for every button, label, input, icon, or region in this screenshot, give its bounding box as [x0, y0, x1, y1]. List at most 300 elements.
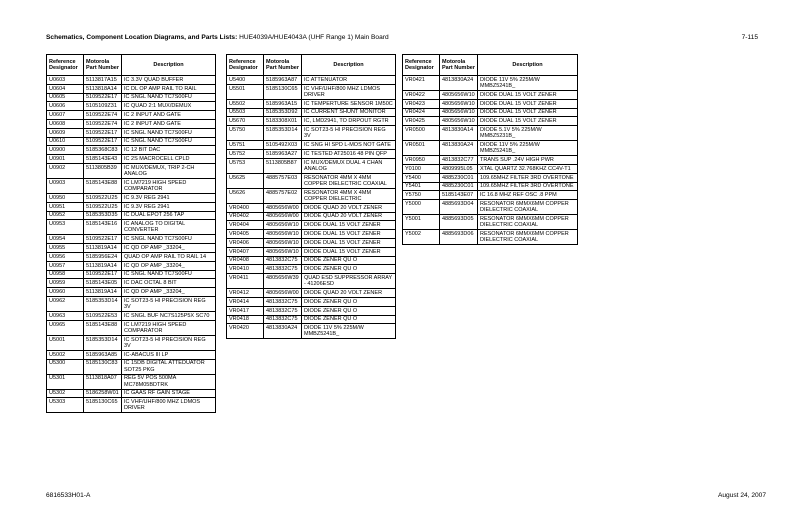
ref-designator-cell: U0957: [47, 261, 84, 270]
description-cell: IC SNGL NAND TC7S00FU: [122, 93, 216, 102]
ref-designator-cell: U0956: [47, 252, 84, 261]
ref-designator-cell: U0605: [47, 93, 84, 102]
description-cell: IC SNG HI SPD L-MOS NOT GATE: [302, 141, 396, 150]
ref-designator-cell: VR0425: [403, 117, 440, 126]
description-cell: RESONATOR 6MMX6MM COPPER DIELECTRIC COAXIAL: [478, 200, 578, 215]
description-cell: REG 5V POS 500MA MC78M05BDTRK: [122, 374, 216, 389]
part-number-cell: 4813832C75: [264, 256, 302, 265]
ref-designator-cell: VR0412: [227, 289, 264, 298]
table-row: [227, 230, 396, 239]
part-number-cell: 5109522U25: [84, 202, 122, 211]
ref-designator-cell: VR0406: [227, 238, 264, 247]
ref-designator-cell: U0901: [47, 155, 84, 164]
description-cell: IC-ABACUS III LP: [122, 350, 216, 359]
table-row: [403, 91, 578, 100]
part-number-cell: 4885757E03: [264, 173, 302, 188]
part-number-cell: 5185353D92: [264, 108, 302, 117]
ref-designator-cell: VR0501: [403, 141, 440, 156]
part-number-cell: 5109522E53: [84, 311, 122, 320]
table-row: [47, 235, 216, 244]
description-cell: DIODE DUAL 15 VOLT ZENER: [302, 221, 396, 230]
description-cell: DIODE DUAL 15 VOLT ZENER: [478, 91, 578, 100]
table-row: [47, 193, 216, 202]
description-cell: IC LM7219 HIGH SPEED COMPARATOR: [122, 320, 216, 335]
ref-designator-cell: VR0408: [227, 256, 264, 265]
part-header-line2: Part Number: [266, 65, 300, 71]
ref-designator-cell: VR0407: [227, 247, 264, 256]
description-cell: 109.65MHZ FILTER 3RD OVERTONE: [478, 182, 578, 191]
part-number-cell: 4885693D04: [440, 200, 478, 215]
description-cell: IC DL OP AMP RAIL TO RAIL: [122, 84, 216, 93]
table-row: [47, 261, 216, 270]
table-row: [227, 84, 396, 99]
part-number-cell: 4805656W10: [440, 99, 478, 108]
part-number-cell: 4809995L05: [440, 164, 478, 173]
ref-header-line2: Designator: [229, 65, 258, 71]
part-number-cell: 4805656W10: [440, 117, 478, 126]
ref-designator-cell: U5303: [47, 398, 84, 413]
table-row: [227, 274, 396, 289]
ref-designator-cell: VR0400: [227, 203, 264, 212]
header-row: [47, 55, 216, 76]
ref-designator-cell: U0963: [47, 311, 84, 320]
table-row: [227, 117, 396, 126]
part-number-cell: 5113805B87: [264, 158, 302, 173]
table-row: [47, 320, 216, 335]
part-number-cell: 4885693D06: [440, 230, 478, 245]
description-cell: DIODE ZENER QU O: [302, 265, 396, 274]
ref-designator-cell: U5752: [227, 149, 264, 158]
table-row: [47, 359, 216, 374]
ref-designator-cell: U0959: [47, 279, 84, 288]
table-row: [47, 137, 216, 146]
description-cell: IC QD OP AMP _33204_: [122, 261, 216, 270]
part-number-cell: 5113819A14: [84, 244, 122, 253]
ref-designator-cell: U0608: [47, 119, 84, 128]
part-number-cell: 5185130C65: [264, 84, 302, 99]
page-title: [46, 34, 389, 41]
part-number-cell: 5113818A14: [84, 84, 122, 93]
table-row: [47, 220, 216, 235]
ref-designator-cell: U0958: [47, 270, 84, 279]
part-number-cell: 5183308X01: [264, 117, 302, 126]
description-cell: DIODE 11V 5% 225M/W MMBZ5241B_: [302, 324, 396, 339]
description-cell: IC VHF/UHF/800 MHZ LDMOS DRIVER: [302, 84, 396, 99]
ref-designator-cell: U5751: [227, 141, 264, 150]
part-number-cell: 4805656W10: [264, 221, 302, 230]
description-cell: DIODE 11V 5% 225M/W MMBZ5241B_: [478, 76, 578, 91]
part-number-cell: 4805656W00: [264, 289, 302, 298]
ref-designator-cell: U5001: [47, 335, 84, 350]
header-row: [227, 55, 396, 76]
ref-designator-cell: U0603: [47, 76, 84, 85]
ref-designator-header: [403, 55, 440, 76]
description-cell: DIODE ZENER QU O: [302, 256, 396, 265]
part-number-header: [440, 55, 478, 76]
part-number-cell: 5185143E43: [84, 155, 122, 164]
table-row: [403, 99, 578, 108]
description-cell: IC MUX/DEMUX, TRIP 2-CH ANALOG: [122, 163, 216, 178]
part-number-cell: 4805656W10: [264, 238, 302, 247]
part-number-cell: 5109522E17: [84, 235, 122, 244]
parts-table-2: [226, 54, 396, 339]
table-row: [47, 374, 216, 389]
part-number-cell: 5113805B39: [84, 163, 122, 178]
page-number: 7-115: [741, 34, 758, 41]
description-cell: IC 16.8 MHZ REF OSC .8 PPM: [478, 191, 578, 200]
description-cell: IC VHF/UHF/800 MHZ LDMOS DRIVER: [122, 398, 216, 413]
description-cell: IC, LMD2941, TO DRPOUT RGTR: [302, 117, 396, 126]
part-number-cell: 5113818A07: [84, 374, 122, 389]
part-header-line1: Motorola: [266, 58, 290, 65]
ref-designator-cell: Y0100: [403, 164, 440, 173]
ref-designator-cell: Y5750: [403, 191, 440, 200]
description-cell: IC 9.3V REG 2941: [122, 202, 216, 211]
part-header-line2: Part Number: [442, 65, 476, 71]
document-number: 6816533H01-A: [46, 492, 91, 499]
table-row: [47, 398, 216, 413]
part-number-cell: 5185143E88: [84, 178, 122, 193]
table-header: [403, 55, 578, 76]
ref-designator-cell: U0960: [47, 288, 84, 297]
ref-designator-cell: U5302: [47, 389, 84, 398]
description-cell: IC 2 INPUT AND GATE: [122, 119, 216, 128]
table-row: [47, 119, 216, 128]
document-date: August 24, 2007: [717, 492, 766, 499]
ref-designator-cell: U0604: [47, 84, 84, 93]
description-cell: IC MUX/DEMUX DUAL 4 CHAN ANALOG: [302, 158, 396, 173]
table-row: [47, 350, 216, 359]
table-row: [47, 389, 216, 398]
ref-designator-cell: U5002: [47, 350, 84, 359]
part-number-cell: 5109522E74: [84, 111, 122, 120]
description-cell: IC SNGL BUF NC7S125P5X SC70: [122, 311, 216, 320]
ref-designator-cell: VR0422: [403, 91, 440, 100]
table-row: [403, 215, 578, 230]
part-number-cell: 5185130C65: [84, 398, 122, 413]
part-number-cell: 4813830A24: [440, 141, 478, 156]
table-row: [403, 141, 578, 156]
description-cell: IC SOT23-5 HI PRECISION REG 3V: [122, 296, 216, 311]
description-header: Description: [478, 55, 578, 76]
part-number-cell: 5185353D14: [264, 126, 302, 141]
table-row: [403, 156, 578, 165]
part-number-cell: 5185368C83: [84, 146, 122, 155]
description-cell: IC 15DB DIGITAL ATTEDUATOR SOT25 PKG: [122, 359, 216, 374]
ref-designator-cell: VR0421: [403, 76, 440, 91]
part-number-cell: 5185963A85: [84, 350, 122, 359]
part-number-cell: 5109522E17: [84, 137, 122, 146]
description-cell: IC 3.3V QUAD BUFFER: [122, 76, 216, 85]
description-cell: RESONATOR 6MMX6MM COPPER DIELECTRIC COAXIAL: [478, 230, 578, 245]
ref-designator-cell: VR0402: [227, 212, 264, 221]
table-row: [227, 141, 396, 150]
part-number-cell: 4813832C75: [264, 265, 302, 274]
part-number-cell: 4813832C75: [264, 297, 302, 306]
table-row: [403, 76, 578, 91]
table-row: [47, 270, 216, 279]
ref-designator-cell: U0951: [47, 202, 84, 211]
description-cell: RESONATOR 6MMX6MM COPPER DIELECTRIC COAXIAL: [478, 215, 578, 230]
description-cell: IC SNGL NAND TC7S00FU: [122, 128, 216, 137]
part-number-cell: 5113819A14: [84, 261, 122, 270]
part-number-cell: 5113819A14: [84, 288, 122, 297]
ref-designator-cell: U0952: [47, 211, 84, 220]
part-number-cell: 4885693D05: [440, 215, 478, 230]
description-cell: IC 12 BIT DAC: [122, 146, 216, 155]
table-header: [47, 55, 216, 76]
table-row: [403, 173, 578, 182]
part-number-cell: 5185143E88: [84, 320, 122, 335]
ref-header-line2: Designator: [405, 65, 434, 71]
ref-designator-cell: VR0404: [227, 221, 264, 230]
table-row: [227, 256, 396, 265]
table-row: [227, 289, 396, 298]
part-header-line1: Motorola: [442, 58, 466, 65]
ref-header-line2: Designator: [49, 65, 78, 71]
ref-designator-cell: VR0405: [227, 230, 264, 239]
table-row: [403, 230, 578, 245]
table-row: [403, 200, 578, 215]
table-row: [47, 202, 216, 211]
description-cell: 109.65MHZ FILTER 3RD OVERTONE: [478, 173, 578, 182]
description-cell: IC 9.3V REG 2941: [122, 193, 216, 202]
part-number-cell: 5186258W01: [84, 389, 122, 398]
table-row: [227, 265, 396, 274]
table-row: [47, 178, 216, 193]
part-number-cell: 5185130C83: [84, 359, 122, 374]
part-number-cell: 5185353D35: [84, 211, 122, 220]
table-row: [227, 76, 396, 85]
part-number-cell: 4805656W10: [440, 108, 478, 117]
description-cell: IC ATTENUATOR: [302, 76, 396, 85]
part-number-cell: 4813830A14: [440, 126, 478, 141]
table-row: [227, 158, 396, 173]
ref-designator-header: [227, 55, 264, 76]
part-number-cell: 4885757E02: [264, 188, 302, 203]
description-cell: DIODE QUAD 20 VOLT ZENER: [302, 289, 396, 298]
description-cell: RESONATOR 4MM X 4MM COPPER DIELECTRIC COAXIAL: [302, 173, 396, 188]
table-row: [403, 182, 578, 191]
ref-designator-cell: U5625: [227, 173, 264, 188]
description-cell: IC SOT23-5 HI PRECISION REG 3V: [302, 126, 396, 141]
table-row: [227, 306, 396, 315]
part-number-cell: 4885230C01: [440, 182, 478, 191]
table-row: [47, 244, 216, 253]
description-header: Description: [122, 55, 216, 76]
description-cell: DIODE DUAL 15 VOLT ZENER: [302, 247, 396, 256]
table-row: [47, 335, 216, 350]
ref-designator-cell: U0903: [47, 178, 84, 193]
part-number-cell: 4805656W10: [264, 247, 302, 256]
table-body: [227, 76, 396, 339]
description-cell: DIODE DUAL 15 VOLT ZENER: [302, 238, 396, 247]
table-row: [47, 211, 216, 220]
description-cell: IC GAAS RF GAIN STAGE: [122, 389, 216, 398]
part-number-cell: 4813832C75: [264, 315, 302, 324]
description-cell: IC 2S MACROCELL CPLD: [122, 155, 216, 164]
part-number-cell: 4805656W00: [264, 212, 302, 221]
description-cell: IC SNGL NAND TC7S00FU: [122, 270, 216, 279]
table-row: [227, 324, 396, 339]
ref-designator-cell: Y5001: [403, 215, 440, 230]
part-number-header: [264, 55, 302, 76]
table-row: [227, 212, 396, 221]
description-cell: DIODE QUAD 20 VOLT ZENER: [302, 203, 396, 212]
description-cell: IC 2 INPUT AND GATE: [122, 111, 216, 120]
description-cell: DIODE DUAL 15 VOLT ZENER: [478, 99, 578, 108]
table-row: [403, 108, 578, 117]
ref-designator-cell: U0610: [47, 137, 84, 146]
part-number-cell: 4813830A24: [440, 76, 478, 91]
part-number-cell: 5185963A87: [264, 76, 302, 85]
table-row: [47, 128, 216, 137]
header-row: [403, 55, 578, 76]
description-header: Description: [302, 55, 396, 76]
part-number-cell: 5109522E74: [84, 119, 122, 128]
part-number-cell: 4805656W00: [264, 203, 302, 212]
table-row: [227, 247, 396, 256]
description-cell: DIODE DUAL 15 VOLT ZENER: [302, 230, 396, 239]
table-row: [403, 164, 578, 173]
table-body: [47, 76, 216, 413]
part-number-cell: 5105492X03: [264, 141, 302, 150]
part-number-cell: 5109522E17: [84, 93, 122, 102]
ref-designator-cell: Y5000: [403, 200, 440, 215]
ref-designator-cell: Y5400: [403, 173, 440, 182]
table-row: [227, 126, 396, 141]
ref-designator-cell: U5750: [227, 126, 264, 141]
description-cell: XTAL QUARTZ 32.768KHZ CC4V-T1: [478, 164, 578, 173]
ref-designator-cell: U5753: [227, 158, 264, 173]
description-cell: IC DAC OCTAL 8 BIT: [122, 279, 216, 288]
table-row: [47, 252, 216, 261]
table-row: [47, 102, 216, 111]
ref-designator-cell: U0950: [47, 193, 84, 202]
part-number-cell: 5185353D14: [84, 335, 122, 350]
part-number-header: [84, 55, 122, 76]
ref-designator-cell: U5300: [47, 359, 84, 374]
description-cell: IC TEMPERTURE SENSOR 1M50C: [302, 99, 396, 108]
parts-table-3: [402, 54, 578, 245]
ref-designator-cell: U5301: [47, 374, 84, 389]
table-row: [47, 311, 216, 320]
description-cell: IC DUAL EPOT 256 TAP: [122, 211, 216, 220]
ref-designator-cell: U0609: [47, 128, 84, 137]
ref-designator-cell: U0953: [47, 220, 84, 235]
table-row: [47, 288, 216, 297]
part-number-cell: 4805656W39: [264, 274, 302, 289]
ref-designator-cell: U0955: [47, 244, 84, 253]
table-row: [227, 221, 396, 230]
description-cell: TRANS SUP .24V HIGH PWR: [478, 156, 578, 165]
ref-designator-cell: U5501: [227, 84, 264, 99]
part-number-cell: 5185143E05: [84, 279, 122, 288]
ref-designator-cell: U0954: [47, 235, 84, 244]
ref-designator-cell: U5502: [227, 99, 264, 108]
table-row: [47, 296, 216, 311]
part-number-cell: 4805656W10: [440, 91, 478, 100]
ref-header-line1: Reference: [405, 58, 432, 65]
ref-designator-cell: VR0420: [227, 324, 264, 339]
part-number-cell: 5185956E24: [84, 252, 122, 261]
description-cell: DIODE ZENER QU O: [302, 315, 396, 324]
ref-designator-header: [47, 55, 84, 76]
table-body: [403, 76, 578, 245]
description-cell: IC QUAD 2:1 MUX/DEMUX: [122, 102, 216, 111]
description-cell: IC SNGL NAND TC7S00FU: [122, 235, 216, 244]
part-header-line2: Part Number: [86, 65, 120, 71]
ref-designator-cell: U5670: [227, 117, 264, 126]
part-number-cell: 5105109Z31: [84, 102, 122, 111]
part-number-cell: 5185963A15: [264, 99, 302, 108]
table-row: [47, 111, 216, 120]
description-cell: DIODE 5.1V 5% 225M/W MMBZ5231B_: [478, 126, 578, 141]
ref-designator-cell: VR0424: [403, 108, 440, 117]
part-number-cell: 5109522U25: [84, 193, 122, 202]
description-cell: QUAD OP AMP RAIL TO RAIL 14: [122, 252, 216, 261]
table-row: [227, 149, 396, 158]
part-number-cell: 5185353D14: [84, 296, 122, 311]
table-row: [47, 155, 216, 164]
part-number-cell: 5109522E17: [84, 128, 122, 137]
ref-header-line1: Reference: [49, 58, 76, 65]
parts-table-1: [46, 54, 216, 413]
part-header-line1: Motorola: [86, 58, 110, 65]
table-row: [47, 76, 216, 85]
ref-designator-cell: VR0411: [227, 274, 264, 289]
table-row: [47, 163, 216, 178]
part-number-cell: 4813830A24: [264, 324, 302, 339]
ref-designator-cell: VR0950: [403, 156, 440, 165]
table-row: [227, 315, 396, 324]
table-row: [227, 108, 396, 117]
ref-designator-cell: VR0423: [403, 99, 440, 108]
ref-designator-cell: VR0414: [227, 297, 264, 306]
page-title-bold: Schematics, Component Location Diagrams, and Parts Lists:: [46, 34, 238, 41]
ref-designator-cell: VR0410: [227, 265, 264, 274]
description-cell: IC ANALOG TO DIGITAL CONVERTER: [122, 220, 216, 235]
part-number-cell: 5185143E16: [84, 220, 122, 235]
part-number-cell: 4813832C77: [440, 156, 478, 165]
table-row: [227, 173, 396, 188]
part-number-cell: 5113817A15: [84, 76, 122, 85]
table-header: [227, 55, 396, 76]
description-cell: IC QD OP AMP _33204_: [122, 244, 216, 253]
ref-designator-cell: U0607: [47, 111, 84, 120]
table-row: [47, 279, 216, 288]
ref-designator-cell: U0902: [47, 163, 84, 178]
ref-designator-cell: VR0500: [403, 126, 440, 141]
page-header: [46, 34, 758, 46]
description-cell: RESONATOR 4MM X 4MM COPPER DIELECTRIC: [302, 188, 396, 203]
ref-header-line1: Reference: [229, 58, 256, 65]
table-row: [403, 191, 578, 200]
description-cell: IC CURRENT SHUNT MONITOR: [302, 108, 396, 117]
ref-designator-cell: U0962: [47, 296, 84, 311]
ref-designator-cell: Y5002: [403, 230, 440, 245]
table-row: [227, 99, 396, 108]
description-cell: IC TESTED AT25016 48 PIN QFP: [302, 149, 396, 158]
page-title-rest: HUE4039A/HUE4043A (UHF Range 1) Main Board: [237, 34, 389, 41]
part-number-cell: 5185143E07: [440, 191, 478, 200]
ref-designator-cell: U5503: [227, 108, 264, 117]
description-cell: QUAD ESD SUPPRESSOR ARRAY - 41206ESD: [302, 274, 396, 289]
ref-designator-cell: U5400: [227, 76, 264, 85]
part-number-cell: 5185963A27: [264, 149, 302, 158]
part-number-cell: 4805656W10: [264, 230, 302, 239]
description-cell: DIODE DUAL 15 VOLT ZENER: [478, 108, 578, 117]
